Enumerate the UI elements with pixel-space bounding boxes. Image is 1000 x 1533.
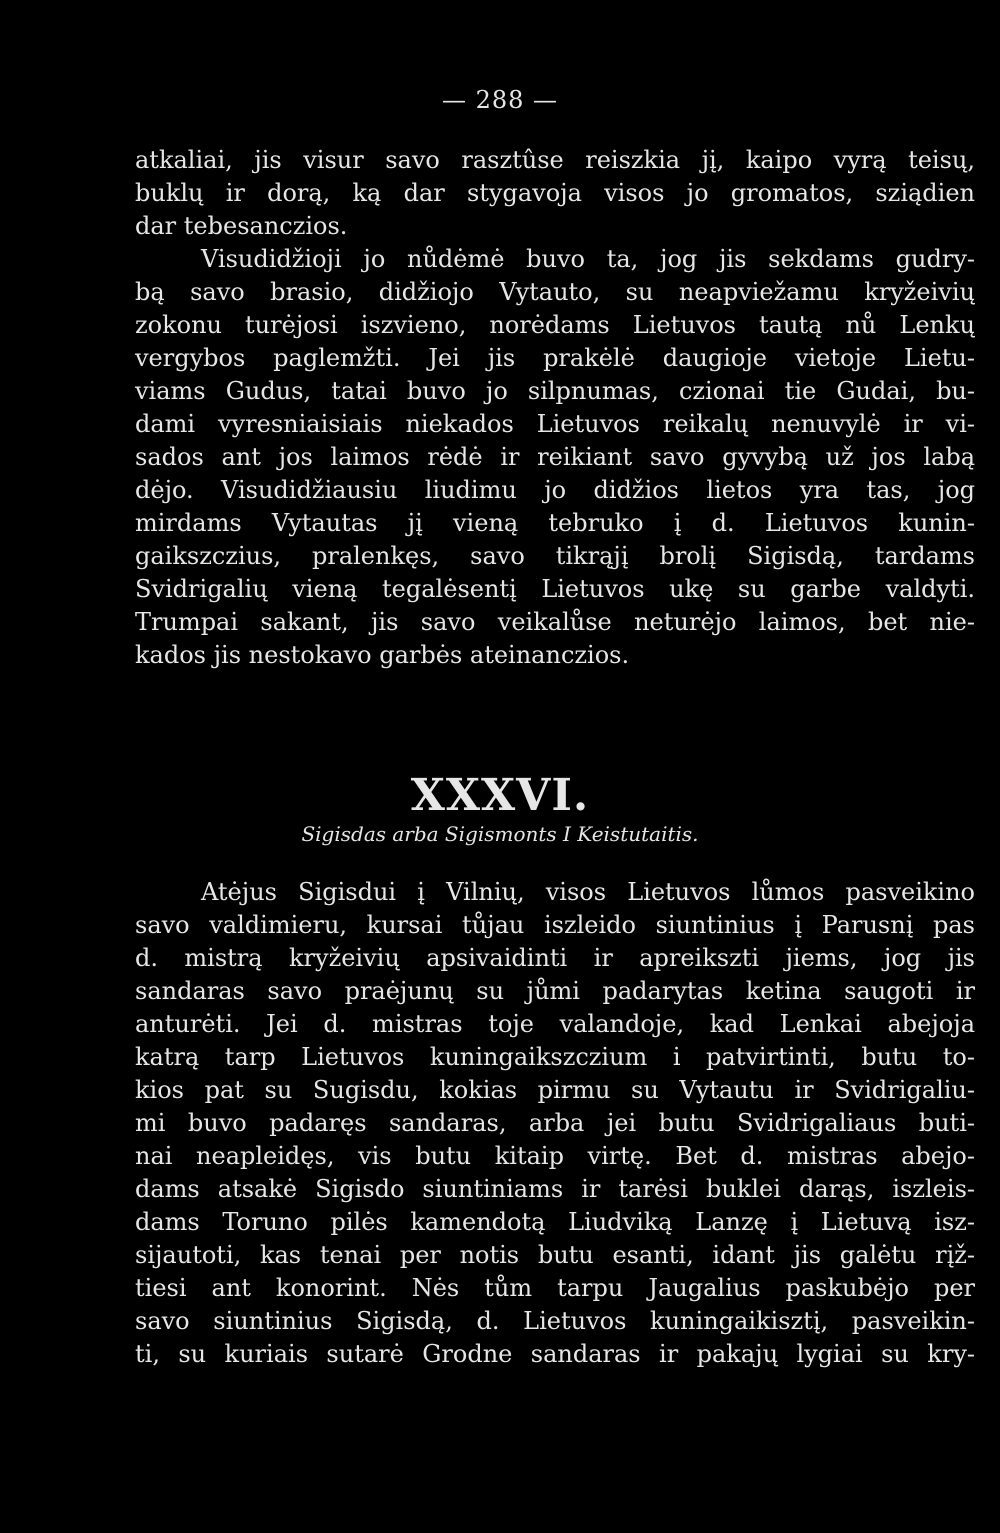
text-line: tiesi ant konorint. Nės tům tarpu Jaugalius paskubėjo per <box>135 1274 975 1302</box>
text-line: Atėjus Sigisdui į Vilnių, visos Lietuvos lůmos pasveikino <box>201 878 975 906</box>
text-line: anturėti. Jei d. mistras toje valandoje, kad Lenkai abejoja <box>135 1010 975 1038</box>
page-number: — 288 — <box>441 86 559 114</box>
text-line: gaikszczius, pralenkęs, savo tikrąjį brolį Sigisdą, tardams <box>135 542 975 570</box>
text-line: katrą tarp Lietuvos kuningaikszczium i patvirtinti, butu to- <box>135 1043 975 1071</box>
paragraph-2 <box>135 876 975 1371</box>
text-line: Visudidžioji jo nůdėmė buvo ta, jog jis sekdams gudry- <box>201 245 975 273</box>
text-line: Svidrigalių vieną tegalėsentį Lietuvos ukę su garbe valdyti. <box>135 575 975 603</box>
text-line: viams Gudus, tatai buvo jo silpnumas, czionai tie Gudai, bu- <box>135 377 975 405</box>
text-line: dėjo. Visudidžiausiu liudimu jo didžios lietos yra tas, jog <box>135 476 975 504</box>
text-line: kados jis nestokavo garbės ateinanczios. <box>135 641 630 669</box>
text-line: vergybos paglemžti. Jei jis prakėlė daugioje vietoje Lietu- <box>135 344 975 372</box>
text-line: buklų ir dorą, ką dar stygavoja visos jo gromatos, sziądien <box>135 179 975 207</box>
text-line: dams Toruno pilės kamendotą Liudviką Lanzę į Lietuvą isz- <box>135 1208 975 1236</box>
text-line: nai neapleidęs, vis butu kitaip virtę. Bet d. mistras abejo- <box>135 1142 975 1170</box>
text-line: bą savo brasio, didžiojo Vytauto, su neapviežamu kryžeivių <box>135 278 975 306</box>
text-line: ti, su kuriais sutarė Grodne sandaras ir pakajų lygiai su kry- <box>135 1340 975 1368</box>
text-line: d. mistrą kryžeivių apsivaidinti ir apreikszti jiems, jog jis <box>135 944 975 972</box>
text-line: zokonu turėjosi iszvieno, norėdams Lietuvos tautą nů Lenkų <box>135 311 975 339</box>
text-line: sados ant jos laimos rėdė ir reikiant savo gyvybą už jos labą <box>135 443 975 471</box>
paragraph-1 <box>135 144 975 672</box>
text-line: Trumpai sakant, jis savo veikalůse neturėjo laimos, bet nie- <box>135 608 975 636</box>
chapter-title: XXXVI. <box>410 770 590 821</box>
text-line: sijautoti, kas tenai per notis butu esanti, idant jis galėtu rįž- <box>135 1241 975 1269</box>
text-line: mi buvo padaręs sandaras, arba jei butu Svidrigaliaus buti- <box>135 1109 975 1137</box>
text-line: dar tebesanczios. <box>135 212 348 240</box>
text-line: sandaras savo praėjunų su jůmi padarytas ketina saugoti ir <box>135 977 975 1005</box>
text-line: kios pat su Sugisdu, kokias pirmu su Vytautu ir Svidrigaliu- <box>135 1076 975 1104</box>
chapter-subtitle: Sigisdas arba Sigismonts I Keistutaitis. <box>301 822 699 846</box>
text-line: dami vyresniaisiais niekados Lietuvos reikalų nenuvylė ir vi- <box>135 410 975 438</box>
text-line: mirdams Vytautas jį vieną tebruko į d. Lietuvos kunin- <box>135 509 975 537</box>
text-line: dams atsakė Sigisdo siuntiniams ir tarėsi buklei darąs, iszleis- <box>135 1175 975 1203</box>
text-line: atkaliai, jis visur savo rasztûse reiszkia jį, kaipo vyrą teisų, <box>135 146 975 174</box>
text-line: savo siuntinius Sigisdą, d. Lietuvos kuningaikisztį, pasveikin- <box>135 1307 975 1335</box>
text-line: savo valdimieru, kursai tůjau iszleido siuntinius į Parusnį pas <box>135 911 975 939</box>
